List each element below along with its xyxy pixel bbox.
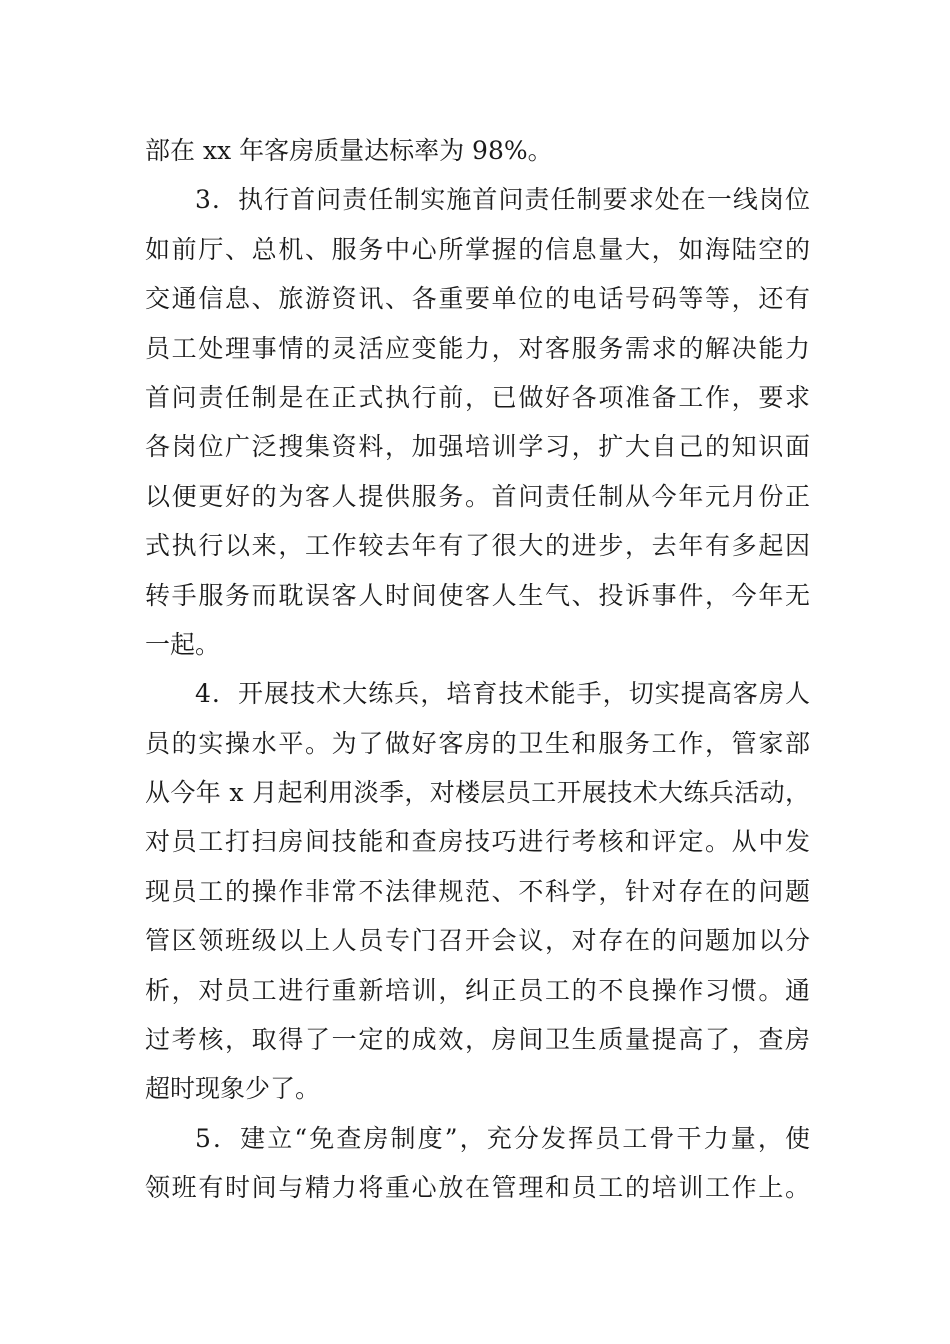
text-line: 部在 xx 年客房质量达标率为 98%。 bbox=[145, 136, 553, 165]
text-line: 3．执行首问责任制实施首问责任制要求处在一线岗位 bbox=[195, 185, 812, 215]
text-line: 现员工的操作非常不法律规范、不科学，针对存在的问题 bbox=[145, 876, 812, 906]
body-text bbox=[145, 126, 813, 1213]
text-line: 交通信息、旅游资讯、各重要单位的电话号码等等，还有 bbox=[145, 284, 812, 314]
text-line: 如前厅、总机、服务中心所掌握的信息量大，如海陆空的 bbox=[145, 234, 812, 264]
text-line: 管区领班级以上人员专门召开会议，对存在的问题加以分 bbox=[145, 926, 812, 956]
text-line: 析，对员工进行重新培训，纠正员工的不良操作习惯。通 bbox=[145, 975, 812, 1005]
text-line: 4．开展技术大练兵，培育技术能手，切实提高客房人 bbox=[195, 679, 812, 709]
text-line: 超时现象少了。 bbox=[145, 1074, 321, 1104]
text-line: 各岗位广泛搜集资料，加强培训学习，扩大自己的知识面 bbox=[145, 432, 812, 462]
text-line: 员工处理事情的灵活应变能力，对客服务需求的解决能力 bbox=[145, 333, 812, 363]
text-line: 过考核，取得了一定的成效，房间卫生质量提高了，查房 bbox=[145, 1025, 812, 1055]
text-line: 员的实操水平。为了做好客房的卫生和服务工作，管家部 bbox=[145, 728, 812, 758]
text-line: 式执行以来，工作较去年有了很大的进步，去年有多起因 bbox=[145, 531, 812, 561]
text-line: 以便更好的为客人提供服务。首问责任制从今年元月份正 bbox=[145, 481, 812, 511]
text-line: 对员工打扫房间技能和查房技巧进行考核和评定。从中发 bbox=[145, 827, 812, 857]
text-line: 5．建立“免查房制度”，充分发挥员工骨干力量，使 bbox=[195, 1123, 813, 1153]
text-line: 领班有时间与精力将重心放在管理和员工的培训工作上。 bbox=[145, 1173, 812, 1203]
text-line: 转手服务而耽误客人时间使客人生气、投诉事件，今年无 bbox=[145, 580, 812, 610]
text-line: 一起。 bbox=[145, 629, 221, 659]
text-line: 首问责任制是在正式执行前，已做好各项准备工作，要求 bbox=[145, 382, 812, 412]
text-line: 从今年 x 月起利用淡季，对楼层员工开展技术大练兵活动， bbox=[145, 778, 811, 808]
